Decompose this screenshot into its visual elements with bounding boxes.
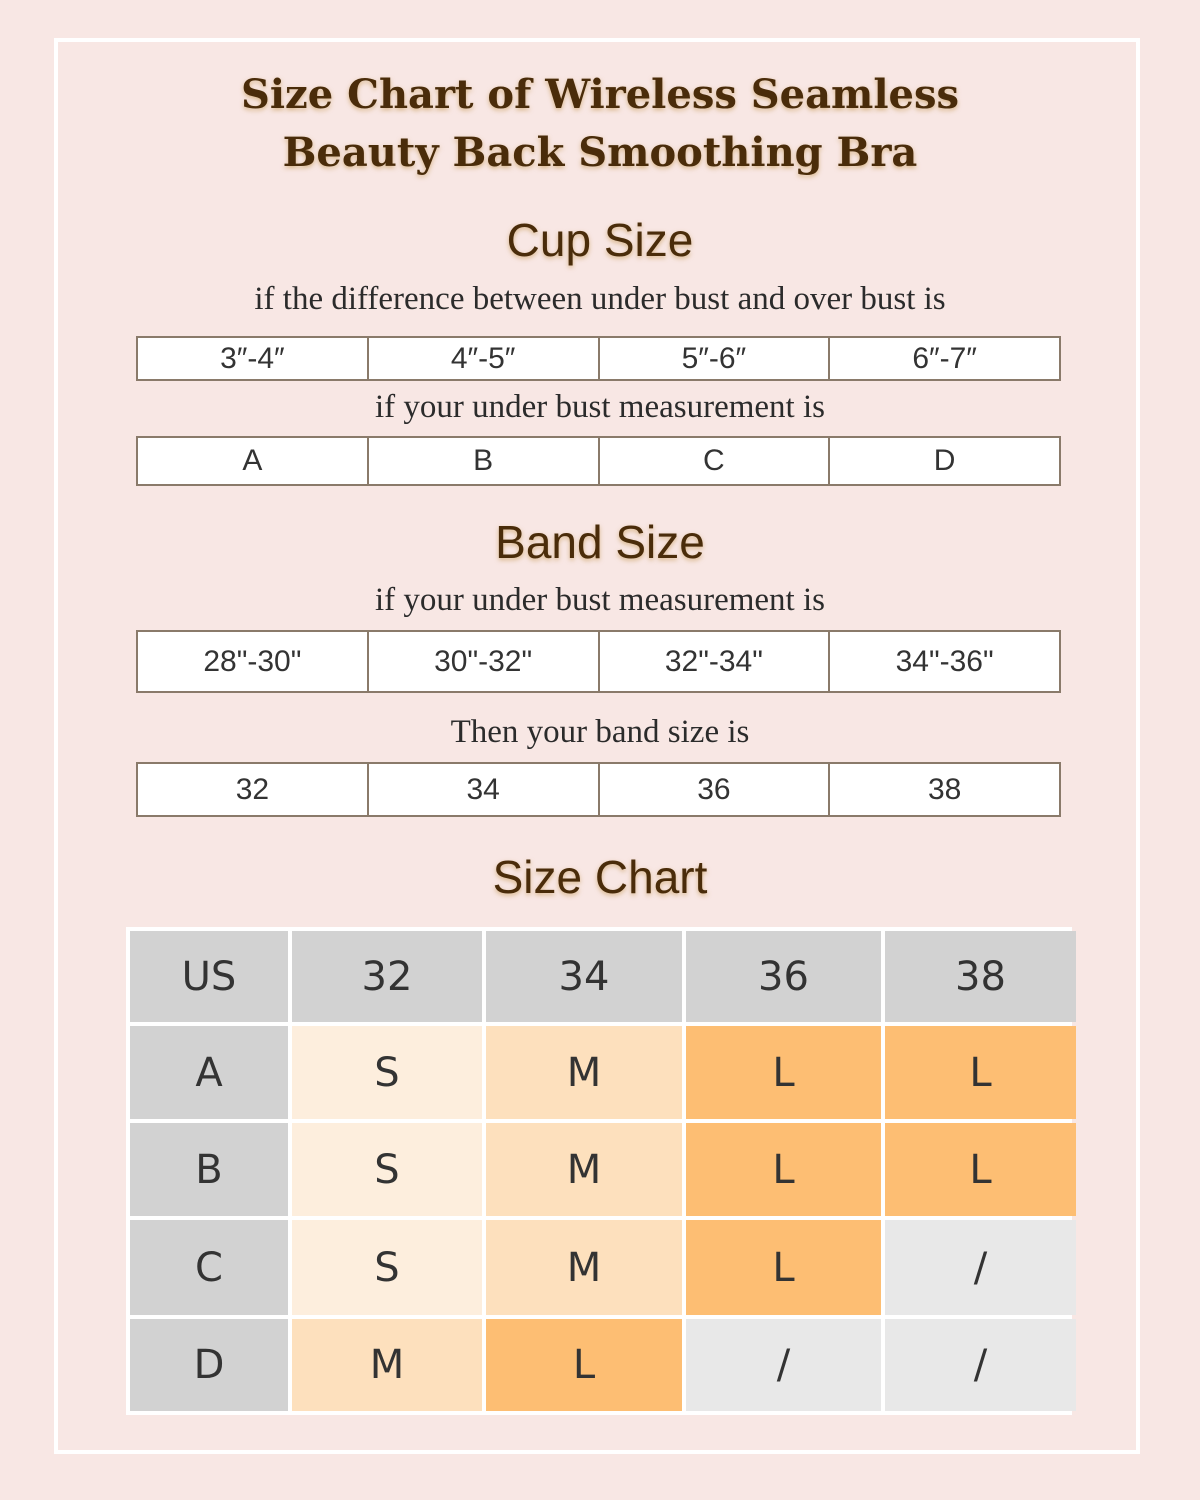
cup-letter-cell: D — [828, 438, 1059, 484]
band-number-cell: 32 — [235, 772, 270, 806]
size-chart-cell: L — [686, 1220, 881, 1315]
size-chart-cell: L — [686, 1123, 881, 1216]
cup-difference-cell: 3″-4″ — [220, 341, 285, 375]
size-chart-cell: L — [686, 1026, 881, 1119]
cup-letter-cell: C — [598, 438, 829, 484]
cup-size-caption-under-bust: if your under bust measurement is — [375, 389, 825, 425]
cup-letter-row — [136, 436, 1061, 486]
size-chart-cup-header: B — [130, 1123, 288, 1216]
cup-letter-cell: A — [242, 444, 263, 477]
size-chart-cell: M — [486, 1220, 682, 1315]
cup-letter-cell: B — [367, 438, 598, 484]
band-measurement-cell: 28"-30" — [203, 644, 302, 678]
band-size-heading: Band Size — [495, 516, 705, 568]
band-number-cell: 34 — [367, 764, 598, 815]
size-chart-cup-header: A — [130, 1026, 288, 1119]
cup-difference-cell: 5″-6″ — [598, 338, 829, 379]
size-chart-cup-header: C — [130, 1220, 288, 1315]
size-chart-cell: L — [486, 1319, 682, 1411]
cup-size-caption-difference: if the difference between under bust and over bust is — [254, 281, 946, 317]
size-chart-cell: M — [486, 1123, 682, 1216]
band-number-cell: 38 — [828, 764, 1059, 815]
size-chart-corner-cell: US — [130, 931, 288, 1022]
cup-size-heading: Cup Size — [506, 214, 694, 266]
size-chart-cell: M — [486, 1026, 682, 1119]
size-chart-band-header: 34 — [486, 931, 682, 1022]
page-title-line-2: Beauty Back Smoothing Bra — [282, 129, 918, 176]
size-chart-cell: / — [885, 1319, 1076, 1411]
band-measurement-cell: 32"-34" — [598, 632, 829, 691]
size-chart-cell: / — [885, 1220, 1076, 1315]
size-chart-cell: / — [686, 1319, 881, 1411]
band-number-cell: 36 — [598, 764, 829, 815]
size-chart-cell: S — [292, 1026, 482, 1119]
size-chart-table — [126, 927, 1072, 1415]
band-size-caption-under-bust: if your under bust measurement is — [375, 582, 825, 618]
size-chart-cup-header: D — [130, 1319, 288, 1411]
size-chart-band-header: 32 — [292, 931, 482, 1022]
band-measurement-row — [136, 630, 1061, 693]
size-chart-heading: Size Chart — [492, 851, 708, 903]
size-chart-cell: L — [885, 1026, 1076, 1119]
cup-difference-cell: 4″-5″ — [367, 338, 598, 379]
page-title-line-1: Size Chart of Wireless Seamless — [240, 71, 960, 118]
size-chart-cell: S — [292, 1220, 482, 1315]
band-measurement-cell: 34"-36" — [828, 632, 1059, 691]
size-chart-cell: M — [292, 1319, 482, 1411]
band-measurement-cell: 30"-32" — [367, 632, 598, 691]
cup-difference-cell: 6″-7″ — [828, 338, 1059, 379]
cup-difference-row — [136, 336, 1061, 381]
band-size-caption-result: Then your band size is — [450, 714, 750, 750]
size-chart-cell: L — [885, 1123, 1076, 1216]
band-number-row — [136, 762, 1061, 817]
size-chart-band-header: 38 — [885, 931, 1076, 1022]
size-chart-band-header: 36 — [686, 931, 881, 1022]
size-chart-cell: S — [292, 1123, 482, 1216]
